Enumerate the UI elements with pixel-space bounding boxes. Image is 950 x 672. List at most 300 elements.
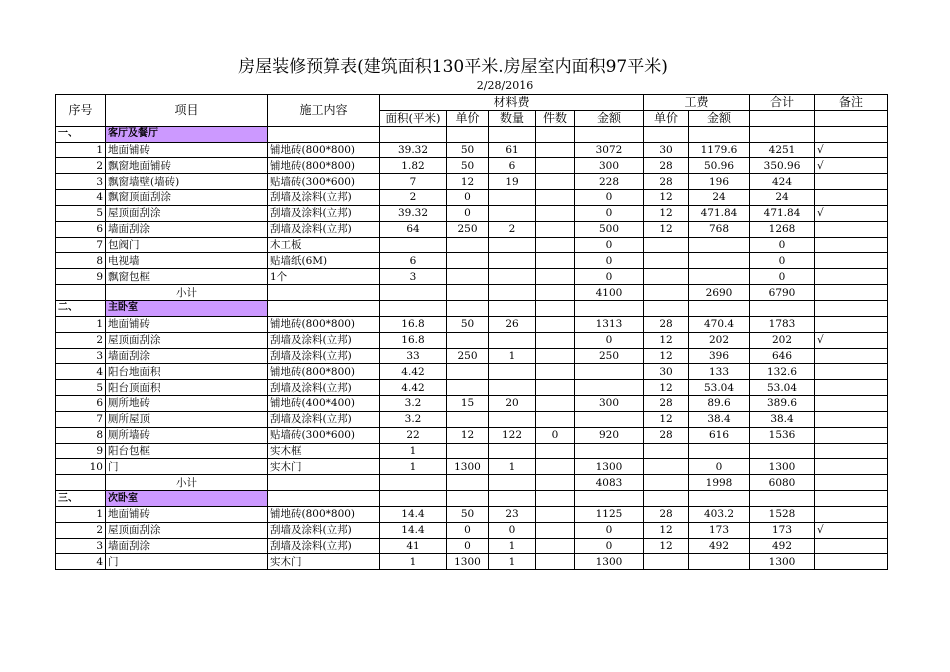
empty-cell bbox=[575, 491, 644, 507]
header-amount: 金额 bbox=[575, 110, 644, 126]
row-item: 厕所墙砖 bbox=[106, 427, 268, 443]
row-labor-amount: 202 bbox=[689, 332, 750, 348]
table-row bbox=[56, 269, 888, 285]
row-item: 墙面刮涂 bbox=[106, 221, 268, 237]
row-remark bbox=[815, 459, 888, 475]
table-row bbox=[56, 221, 888, 237]
empty-cell bbox=[815, 285, 888, 301]
row-content: 刮墙及涂料(立邦) bbox=[268, 411, 380, 427]
row-quantity: 0 bbox=[489, 522, 536, 538]
row-pieces bbox=[536, 253, 575, 269]
empty-cell bbox=[489, 285, 536, 301]
subtotal-amount: 4100 bbox=[575, 285, 644, 301]
row-remark bbox=[815, 316, 888, 332]
row-content: 铺地砖(800*800) bbox=[268, 506, 380, 522]
row-unit-price: 250 bbox=[447, 348, 489, 364]
empty-cell bbox=[689, 300, 750, 316]
row-amount bbox=[575, 364, 644, 380]
row-unit-price bbox=[447, 364, 489, 380]
empty-cell bbox=[750, 300, 815, 316]
row-unit-price: 0 bbox=[447, 538, 489, 554]
row-content: 刮墙及涂料(立邦) bbox=[268, 221, 380, 237]
row-pieces bbox=[536, 443, 575, 459]
row-total: 173 bbox=[750, 522, 815, 538]
row-amount: 0 bbox=[575, 332, 644, 348]
table-row bbox=[56, 316, 888, 332]
table-row bbox=[56, 205, 888, 221]
empty-cell bbox=[815, 126, 888, 142]
header-content: 施工内容 bbox=[268, 95, 380, 127]
empty-cell bbox=[815, 491, 888, 507]
table-row bbox=[56, 348, 888, 364]
row-total: 24 bbox=[750, 190, 815, 206]
row-content: 贴墙纸(6M) bbox=[268, 253, 380, 269]
row-content: 铺地砖(800*800) bbox=[268, 142, 380, 158]
row-unit-price bbox=[447, 332, 489, 348]
table-row bbox=[56, 142, 888, 158]
row-unit-price: 50 bbox=[447, 158, 489, 174]
row-total: 202 bbox=[750, 332, 815, 348]
row-quantity bbox=[489, 332, 536, 348]
row-quantity bbox=[489, 269, 536, 285]
row-seq: 8 bbox=[56, 427, 106, 443]
row-pieces bbox=[536, 174, 575, 190]
row-area: 2 bbox=[380, 190, 447, 206]
table-row bbox=[56, 158, 888, 174]
table-row bbox=[56, 522, 888, 538]
row-total: 38.4 bbox=[750, 411, 815, 427]
row-labor-price bbox=[644, 253, 689, 269]
empty-cell bbox=[380, 491, 447, 507]
row-labor-amount: 133 bbox=[689, 364, 750, 380]
row-seq: 8 bbox=[56, 253, 106, 269]
row-content: 实木框 bbox=[268, 443, 380, 459]
row-quantity: 6 bbox=[489, 158, 536, 174]
empty-cell bbox=[575, 300, 644, 316]
section-header-row bbox=[56, 300, 888, 316]
empty-cell bbox=[268, 491, 380, 507]
row-seq: 5 bbox=[56, 380, 106, 396]
row-content: 1个 bbox=[268, 269, 380, 285]
row-area: 14.4 bbox=[380, 522, 447, 538]
empty-cell bbox=[268, 285, 380, 301]
row-pieces bbox=[536, 411, 575, 427]
row-labor-price: 12 bbox=[644, 221, 689, 237]
table-row bbox=[56, 380, 888, 396]
row-area: 3.2 bbox=[380, 411, 447, 427]
row-content: 实木门 bbox=[268, 554, 380, 570]
row-remark bbox=[815, 253, 888, 269]
table-row bbox=[56, 364, 888, 380]
empty-cell bbox=[447, 285, 489, 301]
row-unit-price: 0 bbox=[447, 190, 489, 206]
row-remark bbox=[815, 380, 888, 396]
row-pieces bbox=[536, 237, 575, 253]
row-area: 1 bbox=[380, 443, 447, 459]
empty-cell bbox=[268, 126, 380, 142]
row-labor-price: 30 bbox=[644, 142, 689, 158]
row-area bbox=[380, 237, 447, 253]
empty-cell bbox=[447, 126, 489, 142]
row-labor-price: 12 bbox=[644, 522, 689, 538]
row-seq: 2 bbox=[56, 332, 106, 348]
row-remark bbox=[815, 506, 888, 522]
row-item: 飘窗包框 bbox=[106, 269, 268, 285]
row-area: 7 bbox=[380, 174, 447, 190]
empty-cell bbox=[489, 300, 536, 316]
table-row bbox=[56, 459, 888, 475]
row-area: 16.8 bbox=[380, 332, 447, 348]
row-labor-amount: 396 bbox=[689, 348, 750, 364]
row-amount: 1300 bbox=[575, 459, 644, 475]
row-labor-amount bbox=[689, 554, 750, 570]
row-total: 1783 bbox=[750, 316, 815, 332]
row-total: 4251 bbox=[750, 142, 815, 158]
row-pieces bbox=[536, 380, 575, 396]
header-material: 材料费 bbox=[380, 95, 644, 111]
empty-cell bbox=[689, 126, 750, 142]
table-row bbox=[56, 538, 888, 554]
row-labor-price bbox=[644, 554, 689, 570]
empty-cell bbox=[815, 300, 888, 316]
row-area: 39.32 bbox=[380, 142, 447, 158]
empty-cell bbox=[447, 475, 489, 491]
header-total: 合计 bbox=[750, 95, 815, 111]
row-item: 地面铺砖 bbox=[106, 142, 268, 158]
row-unit-price bbox=[447, 443, 489, 459]
row-pieces bbox=[536, 459, 575, 475]
empty-cell bbox=[380, 285, 447, 301]
row-quantity: 1 bbox=[489, 459, 536, 475]
row-item: 屋顶面刮涂 bbox=[106, 332, 268, 348]
row-amount: 228 bbox=[575, 174, 644, 190]
row-remark bbox=[815, 411, 888, 427]
row-area: 14.4 bbox=[380, 506, 447, 522]
section-title: 客厅及餐厅 bbox=[106, 126, 268, 142]
subtotal-total: 6790 bbox=[750, 285, 815, 301]
row-pieces bbox=[536, 269, 575, 285]
row-seq: 7 bbox=[56, 411, 106, 427]
row-content: 铺地砖(800*800) bbox=[268, 316, 380, 332]
row-labor-amount bbox=[689, 237, 750, 253]
row-labor-price: 12 bbox=[644, 380, 689, 396]
row-total: 0 bbox=[750, 237, 815, 253]
row-area: 1.82 bbox=[380, 158, 447, 174]
row-pieces bbox=[536, 396, 575, 412]
row-quantity: 23 bbox=[489, 506, 536, 522]
table-row bbox=[56, 174, 888, 190]
header-remark-blank bbox=[815, 110, 888, 126]
row-unit-price: 50 bbox=[447, 142, 489, 158]
table-row bbox=[56, 443, 888, 459]
empty-cell bbox=[489, 491, 536, 507]
row-seq: 3 bbox=[56, 348, 106, 364]
row-area: 1 bbox=[380, 554, 447, 570]
row-unit-price: 50 bbox=[447, 506, 489, 522]
row-area: 33 bbox=[380, 348, 447, 364]
budget-table bbox=[55, 94, 888, 570]
row-remark bbox=[815, 427, 888, 443]
row-amount: 3072 bbox=[575, 142, 644, 158]
empty-cell bbox=[536, 126, 575, 142]
row-labor-price: 12 bbox=[644, 332, 689, 348]
row-seq: 3 bbox=[56, 174, 106, 190]
header-total-blank bbox=[750, 110, 815, 126]
row-unit-price: 250 bbox=[447, 221, 489, 237]
empty-cell bbox=[536, 491, 575, 507]
row-pieces bbox=[536, 554, 575, 570]
row-pieces bbox=[536, 364, 575, 380]
row-item: 门 bbox=[106, 554, 268, 570]
row-amount: 300 bbox=[575, 158, 644, 174]
row-quantity: 2 bbox=[489, 221, 536, 237]
row-seq: 2 bbox=[56, 158, 106, 174]
row-labor-amount: 471.84 bbox=[689, 205, 750, 221]
row-pieces bbox=[536, 522, 575, 538]
row-amount: 920 bbox=[575, 427, 644, 443]
row-labor-amount: 24 bbox=[689, 190, 750, 206]
row-content: 刮墙及涂料(立邦) bbox=[268, 538, 380, 554]
row-area: 4.42 bbox=[380, 380, 447, 396]
empty-cell bbox=[489, 126, 536, 142]
row-total: 1528 bbox=[750, 506, 815, 522]
row-amount: 0 bbox=[575, 253, 644, 269]
row-item: 厕所屋顶 bbox=[106, 411, 268, 427]
row-seq: 9 bbox=[56, 443, 106, 459]
row-seq: 10 bbox=[56, 459, 106, 475]
row-labor-price: 12 bbox=[644, 411, 689, 427]
row-amount: 1313 bbox=[575, 316, 644, 332]
row-content: 铺地砖(800*800) bbox=[268, 364, 380, 380]
empty-cell bbox=[536, 475, 575, 491]
row-area: 22 bbox=[380, 427, 447, 443]
row-amount bbox=[575, 411, 644, 427]
row-total: 350.96 bbox=[750, 158, 815, 174]
row-labor-amount bbox=[689, 253, 750, 269]
row-total: 1268 bbox=[750, 221, 815, 237]
row-seq: 1 bbox=[56, 142, 106, 158]
row-area: 1 bbox=[380, 459, 447, 475]
empty-cell bbox=[575, 126, 644, 142]
subtotal-labor-amount: 1998 bbox=[689, 475, 750, 491]
table-row bbox=[56, 411, 888, 427]
row-pieces bbox=[536, 158, 575, 174]
row-unit-price bbox=[447, 411, 489, 427]
row-unit-price bbox=[447, 269, 489, 285]
row-quantity bbox=[489, 253, 536, 269]
empty-cell bbox=[689, 491, 750, 507]
header-remark: 备注 bbox=[815, 95, 888, 111]
row-quantity: 19 bbox=[489, 174, 536, 190]
header-labor-price: 单价 bbox=[644, 110, 689, 126]
empty-cell bbox=[489, 475, 536, 491]
row-item: 包阀门 bbox=[106, 237, 268, 253]
row-seq: 6 bbox=[56, 221, 106, 237]
empty-cell bbox=[380, 126, 447, 142]
row-unit-price: 12 bbox=[447, 427, 489, 443]
row-amount: 0 bbox=[575, 237, 644, 253]
row-unit-price: 1300 bbox=[447, 554, 489, 570]
row-quantity bbox=[489, 380, 536, 396]
header-pieces: 件数 bbox=[536, 110, 575, 126]
subtotal-labor-amount: 2690 bbox=[689, 285, 750, 301]
section-title: 次卧室 bbox=[106, 491, 268, 507]
row-seq: 2 bbox=[56, 522, 106, 538]
row-labor-price: 12 bbox=[644, 190, 689, 206]
subtotal-blank bbox=[56, 285, 106, 301]
row-pieces bbox=[536, 142, 575, 158]
table-row bbox=[56, 427, 888, 443]
subtotal-row bbox=[56, 475, 888, 491]
row-unit-price: 1300 bbox=[447, 459, 489, 475]
row-total: 646 bbox=[750, 348, 815, 364]
row-labor-amount: 616 bbox=[689, 427, 750, 443]
row-labor-price: 28 bbox=[644, 427, 689, 443]
empty-cell bbox=[644, 126, 689, 142]
row-amount bbox=[575, 443, 644, 459]
row-labor-amount: 1179.6 bbox=[689, 142, 750, 158]
row-quantity bbox=[489, 411, 536, 427]
row-item: 飘窗墙壁(墙砖) bbox=[106, 174, 268, 190]
empty-cell bbox=[750, 126, 815, 142]
row-item: 飘窗顶面刮涂 bbox=[106, 190, 268, 206]
row-quantity: 26 bbox=[489, 316, 536, 332]
row-pieces bbox=[536, 316, 575, 332]
row-content: 刮墙及涂料(立邦) bbox=[268, 380, 380, 396]
header-area: 面积(平米) bbox=[380, 110, 447, 126]
row-labor-amount: 403.2 bbox=[689, 506, 750, 522]
row-unit-price bbox=[447, 237, 489, 253]
row-area: 64 bbox=[380, 221, 447, 237]
section-number: 一、 bbox=[56, 126, 106, 142]
row-remark bbox=[815, 237, 888, 253]
row-pieces: 0 bbox=[536, 427, 575, 443]
row-total: 0 bbox=[750, 253, 815, 269]
empty-cell bbox=[268, 300, 380, 316]
row-item: 墙面刮涂 bbox=[106, 538, 268, 554]
row-item: 阳台地面积 bbox=[106, 364, 268, 380]
row-content: 木工板 bbox=[268, 237, 380, 253]
sheet-date: 2/28/2016 bbox=[476, 79, 534, 92]
row-content: 刮墙及涂料(立邦) bbox=[268, 190, 380, 206]
row-area: 6 bbox=[380, 253, 447, 269]
row-total: 53.04 bbox=[750, 380, 815, 396]
row-item: 地面铺砖 bbox=[106, 316, 268, 332]
row-quantity bbox=[489, 364, 536, 380]
row-amount: 1125 bbox=[575, 506, 644, 522]
header-item: 项目 bbox=[106, 95, 268, 127]
empty-cell bbox=[380, 475, 447, 491]
empty-cell bbox=[536, 285, 575, 301]
row-area: 3.2 bbox=[380, 396, 447, 412]
row-labor-price bbox=[644, 459, 689, 475]
row-labor-amount: 768 bbox=[689, 221, 750, 237]
row-amount: 1300 bbox=[575, 554, 644, 570]
row-content: 刮墙及涂料(立邦) bbox=[268, 332, 380, 348]
section-number: 三、 bbox=[56, 491, 106, 507]
row-labor-price: 30 bbox=[644, 364, 689, 380]
subtotal-row bbox=[56, 285, 888, 301]
empty-cell bbox=[644, 491, 689, 507]
sheet-title: 房屋装修预算表(建筑面积130平米.房屋室内面积97平米) bbox=[238, 57, 668, 77]
table-row bbox=[56, 554, 888, 570]
row-total: 471.84 bbox=[750, 205, 815, 221]
row-total: 424 bbox=[750, 174, 815, 190]
row-seq: 5 bbox=[56, 205, 106, 221]
row-area: 16.8 bbox=[380, 316, 447, 332]
header-row-1 bbox=[56, 95, 888, 111]
row-seq: 9 bbox=[56, 269, 106, 285]
table-row bbox=[56, 253, 888, 269]
row-labor-amount: 89.6 bbox=[689, 396, 750, 412]
row-amount: 500 bbox=[575, 221, 644, 237]
row-unit-price bbox=[447, 253, 489, 269]
row-total: 1536 bbox=[750, 427, 815, 443]
row-unit-price: 50 bbox=[447, 316, 489, 332]
row-quantity bbox=[489, 190, 536, 206]
row-seq: 6 bbox=[56, 396, 106, 412]
subtotal-total: 6080 bbox=[750, 475, 815, 491]
row-item: 墙面刮涂 bbox=[106, 348, 268, 364]
row-total: 1300 bbox=[750, 459, 815, 475]
row-labor-amount: 53.04 bbox=[689, 380, 750, 396]
row-amount bbox=[575, 380, 644, 396]
row-remark bbox=[815, 174, 888, 190]
row-area: 4.42 bbox=[380, 364, 447, 380]
row-remark: √ bbox=[815, 158, 888, 174]
row-total: 389.6 bbox=[750, 396, 815, 412]
row-remark: √ bbox=[815, 332, 888, 348]
row-content: 贴墙砖(300*600) bbox=[268, 427, 380, 443]
subtotal-blank bbox=[56, 475, 106, 491]
subtotal-amount: 4083 bbox=[575, 475, 644, 491]
row-labor-price: 12 bbox=[644, 348, 689, 364]
row-labor-price: 28 bbox=[644, 396, 689, 412]
row-remark bbox=[815, 396, 888, 412]
row-area: 3 bbox=[380, 269, 447, 285]
row-quantity: 1 bbox=[489, 348, 536, 364]
row-labor-price: 28 bbox=[644, 316, 689, 332]
row-total: 0 bbox=[750, 269, 815, 285]
row-remark bbox=[815, 190, 888, 206]
section-number: 二、 bbox=[56, 300, 106, 316]
row-pieces bbox=[536, 332, 575, 348]
row-content: 刮墙及涂料(立邦) bbox=[268, 522, 380, 538]
empty-cell bbox=[536, 300, 575, 316]
row-unit-price: 15 bbox=[447, 396, 489, 412]
row-amount: 0 bbox=[575, 522, 644, 538]
empty-cell bbox=[644, 300, 689, 316]
row-labor-price: 28 bbox=[644, 506, 689, 522]
row-content: 铺地砖(400*400) bbox=[268, 396, 380, 412]
row-unit-price: 12 bbox=[447, 174, 489, 190]
row-seq: 4 bbox=[56, 190, 106, 206]
row-quantity: 61 bbox=[489, 142, 536, 158]
header-labor-amount: 金额 bbox=[689, 110, 750, 126]
header-unit-price: 单价 bbox=[447, 110, 489, 126]
row-area: 39.32 bbox=[380, 205, 447, 221]
row-remark bbox=[815, 348, 888, 364]
empty-cell bbox=[815, 475, 888, 491]
row-quantity bbox=[489, 205, 536, 221]
section-title: 主卧室 bbox=[106, 300, 268, 316]
row-pieces bbox=[536, 221, 575, 237]
row-seq: 4 bbox=[56, 554, 106, 570]
row-content: 刮墙及涂料(立邦) bbox=[268, 205, 380, 221]
row-remark bbox=[815, 443, 888, 459]
row-labor-amount: 50.96 bbox=[689, 158, 750, 174]
empty-cell bbox=[644, 285, 689, 301]
